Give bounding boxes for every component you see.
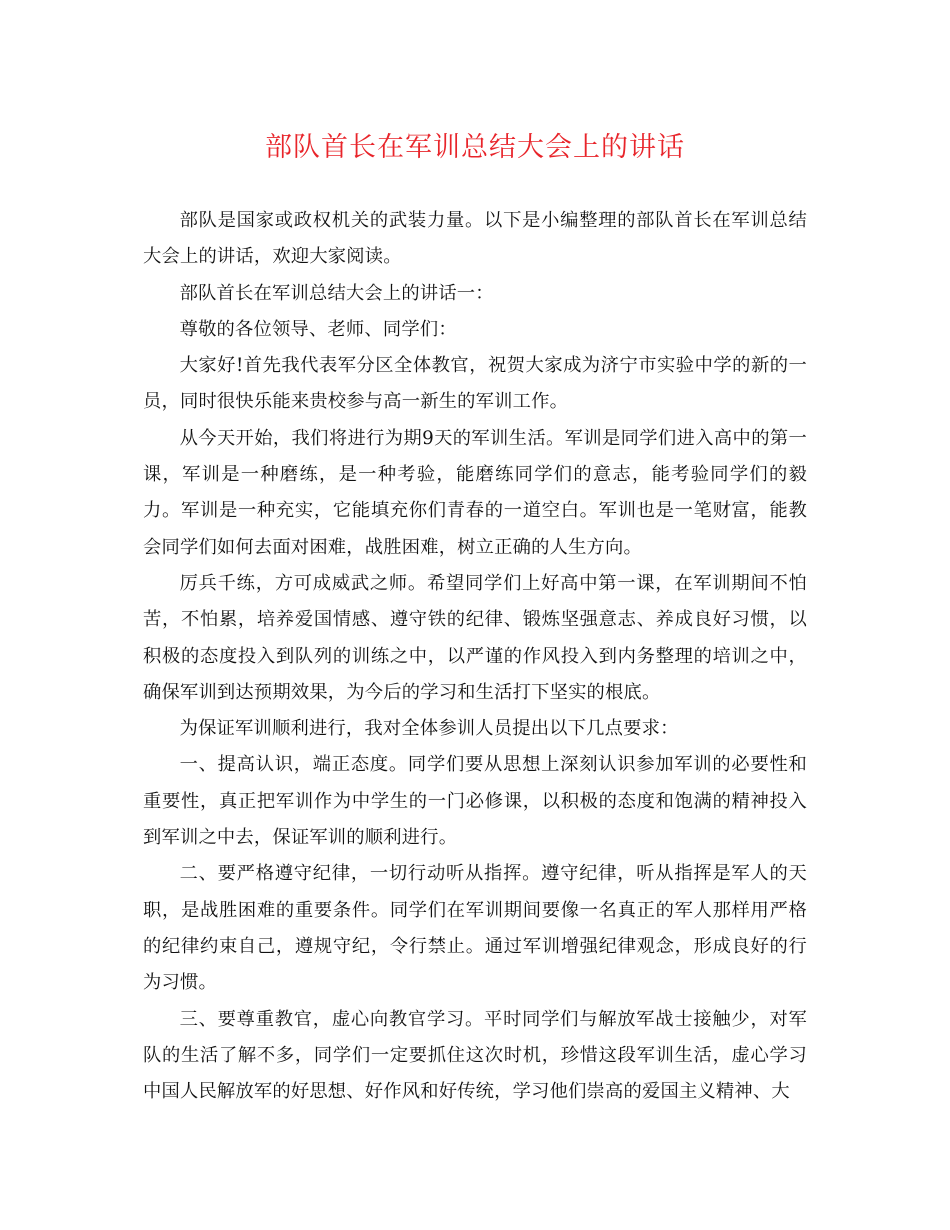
paragraph-requirement-3: 三、要尊重教官，虚心向教官学习。平时同学们与解放军战士接触少，对军队的生活了解不多，同学们一定要抓住这次时机，珍惜这段军训生活，虚心学习中国人民解放军的好思想、好作风和好传统，学习他们崇高的爱国主义精神、大	[143, 1008, 807, 1103]
paragraph-intro: 部队是国家或政权机关的武装力量。以下是小编整理的部队首长在军训总结大会上的讲话，欢迎大家阅读。	[143, 210, 807, 268]
paragraph-requirement-1: 一、提高认识，端正态度。同学们要从思想上深刻认识参加军训的必要性和重要性，真正把军训作为中学生的一门必修课，以积极的态度和饱满的精神投入到军训之中去，保证军训的顺利进行。	[143, 754, 807, 849]
paragraph-requirement-2: 二、要严格遵守纪律，一切行动听从指挥。遵守纪律，听从指挥是军人的天职，是战胜困难的重要条件。同学们在军训期间要像一名真正的军人那样用严格的纪律约束自己，遵规守纪，令行禁止。通过军训增强纪律观念，形成良好的行为习惯。	[143, 863, 807, 994]
document-title: 部队首长在军训总结大会上的讲话	[265, 132, 685, 163]
paragraph-expectations: 厉兵千练，方可成威武之师。希望同学们上好高中第一课，在军训期间不怕苦，不怕累，培养爱国情感、遵守铁的纪律、锻炼坚强意志、养成良好习惯，以积极的态度投入到队列的训练之中，以严谨的作风投入到内务整理的培训之中，确保军训到达预期效果，为今后的学习和生活打下坚实的根底。	[143, 572, 807, 703]
document-body	[143, 203, 807, 1110]
paragraph-requirements-intro: 为保证军训顺利进行，我对全体参训人员提出以下几点要求：	[179, 718, 679, 740]
paragraph-speech-heading: 部队首长在军训总结大会上的讲话一：	[179, 282, 494, 304]
paragraph-greeting: 大家好!首先我代表军分区全体教官，祝贺大家成为济宁市实验中学的新的一员，同时很快乐能来贵校参与高一新生的军训工作。	[143, 355, 807, 413]
paragraph-training-start: 从今天开始，我们将进行为期9天的军训生活。军训是同学们进入高中的第一课，军训是一种磨练，是一种考验，能磨练同学们的意志，能考验同学们的毅力。军训是一种充实，它能填充你们青春的一道空白。军训也是一笔财富，能教会同学们如何去面对困难，战胜困难，树立正确的人生方向。	[143, 427, 807, 558]
paragraph-salutation: 尊敬的各位领导、老师、同学们：	[179, 318, 457, 340]
